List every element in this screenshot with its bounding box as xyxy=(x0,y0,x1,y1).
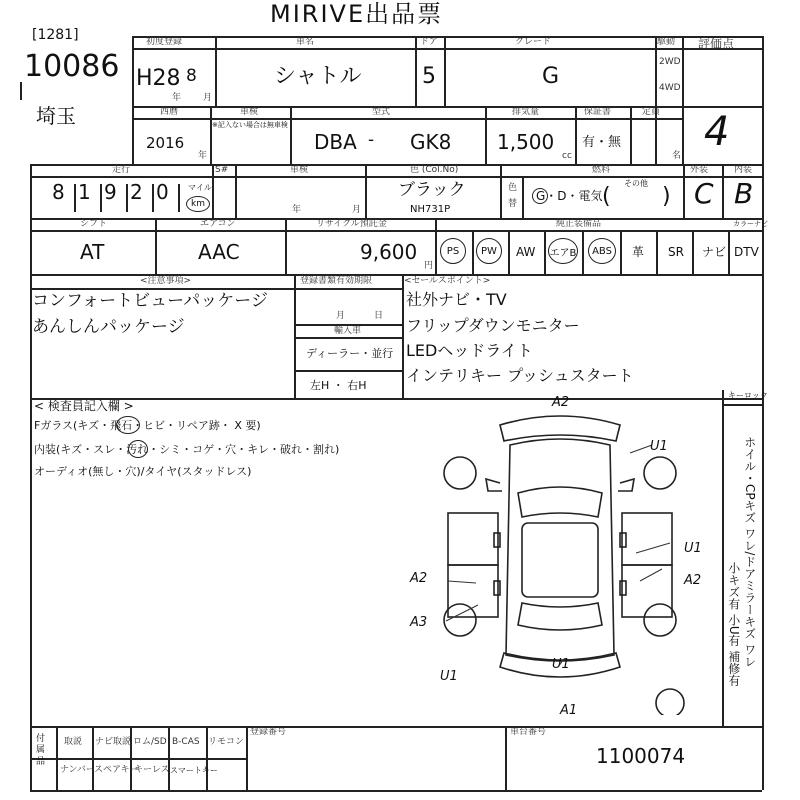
mileage-km: km xyxy=(191,199,205,209)
label-score: 評価点 xyxy=(698,37,735,51)
roof xyxy=(522,523,598,597)
side-note: ホイル・CPキズ ワレ/ドアミラーキズ ワレ xyxy=(742,436,757,668)
label-import: 輸入車 xyxy=(334,326,362,336)
capacity-unit: 名 xyxy=(672,151,682,161)
label-rom-sd: ロム/SD xyxy=(133,737,167,747)
mileage-digits xyxy=(52,182,182,202)
lot-code: [1281] xyxy=(32,27,79,43)
label-manual: 取説 xyxy=(64,737,83,747)
equip-navi: ナビ xyxy=(702,245,727,259)
equip-ps-label: PS xyxy=(446,245,460,257)
color-name: ブラック xyxy=(398,180,466,200)
lot-number: 10086 xyxy=(24,49,120,84)
label-navi-manual: ナビ取説 xyxy=(95,737,132,747)
registration-day: 日 xyxy=(374,311,384,321)
color-code: NH731P xyxy=(410,204,451,215)
mileage-digit: 0 xyxy=(156,180,169,204)
equip-pw-label: PW xyxy=(481,245,497,257)
glass-chip-circle xyxy=(116,416,140,434)
right-front-door xyxy=(622,513,672,565)
label-caution: <注意事項> xyxy=(140,276,192,286)
registration-month: 月 xyxy=(336,311,346,321)
shift-value: AT xyxy=(80,240,105,264)
damage-mark: U1 xyxy=(552,657,570,672)
spare-wheel xyxy=(656,689,684,715)
equip-sunroof: SR xyxy=(668,245,684,259)
label-model: 型式 xyxy=(372,107,391,117)
sales-point-item: LEDヘッドライト xyxy=(406,341,533,360)
fuel-paren-right: ) xyxy=(662,184,671,209)
equip-aw: AW xyxy=(516,245,536,259)
label-warranty: 保証書 xyxy=(584,107,612,117)
damage-mark: A1 xyxy=(560,703,578,718)
caution-item: コンフォートビューパッケージ xyxy=(32,291,268,311)
damage-mark: U1 xyxy=(440,669,458,684)
label-exterior: 外装 xyxy=(690,165,709,175)
label-doors: ドア xyxy=(420,37,438,47)
caution-item: あんしんパッケージ xyxy=(32,317,185,337)
inspection-note: ※記入ない場合は無車検 xyxy=(212,121,288,129)
wheel-front-right xyxy=(644,457,676,489)
damage-mark: U1 xyxy=(650,439,668,454)
mileage-km-circle xyxy=(186,196,210,212)
inspector-audio: オーディオ(無し・穴)/タイヤ(スタッドレス) xyxy=(34,465,252,478)
label-equipment: 純正装備品 xyxy=(556,219,602,229)
left-front-door xyxy=(448,513,498,565)
lot-region: 埼玉 xyxy=(36,104,76,128)
mileage-digit: 2 xyxy=(130,180,143,204)
wheel-front-left xyxy=(444,457,476,489)
front-bumper xyxy=(500,416,620,441)
mileage-digit: 9 xyxy=(104,180,117,204)
label-car-name: 車名 xyxy=(296,37,315,47)
model-code: GK8 xyxy=(410,130,452,154)
score-value: 4 xyxy=(704,109,730,155)
label-first-registration: 初度登録 xyxy=(146,37,183,47)
label-carnavi: カラーナビ xyxy=(733,220,768,228)
page-title: MIRIVE出品票 xyxy=(270,0,444,28)
label-mileage: 走行 xyxy=(112,165,131,175)
equip-abs xyxy=(588,238,616,264)
label-spare-key: スペアキー xyxy=(94,765,139,775)
left-rear-door xyxy=(448,565,498,617)
interior-dirt-circle xyxy=(128,440,148,458)
label-inspection: 車検 xyxy=(240,107,259,117)
windshield xyxy=(518,487,602,517)
inspector-glass: Fガラス(キズ・飛石・ヒビ・リペア跡・ X 要) xyxy=(34,419,261,432)
mileage-digit: 8 xyxy=(52,180,65,204)
drive-2wd: 2WD xyxy=(659,57,681,67)
drive-4wd: 4WD xyxy=(659,83,681,93)
year-month: 8 xyxy=(186,66,197,86)
model-dash: - xyxy=(368,130,375,150)
fuel-paren-left: ( xyxy=(602,184,611,209)
color-change-1: 色 xyxy=(508,183,518,193)
label-sales-point: <セールスポイント> xyxy=(404,276,491,286)
label-number-plate: ナンバー xyxy=(60,765,95,775)
exterior-grade: C xyxy=(694,177,714,210)
label-color: 色 (Col.No) xyxy=(410,165,459,175)
rear-window xyxy=(518,603,602,630)
label-shift: シフト xyxy=(80,219,108,229)
inspector-interior: 内装(キズ・スレ・汚れ・シミ・コゲ・穴・キレ・破れ・割れ) xyxy=(34,443,340,456)
recycle-value: 9,600 xyxy=(360,240,418,264)
sales-point-item: インテリキー プッシュスタート xyxy=(406,366,634,385)
equip-airbag xyxy=(548,238,578,264)
equip-leather: 革 xyxy=(632,245,645,259)
western-year: 2016 xyxy=(146,134,185,152)
inspection-year-unit: 年 xyxy=(292,205,302,215)
equip-abs-label: ABS xyxy=(592,245,612,257)
equipment-row xyxy=(436,232,762,274)
label-interior: 内装 xyxy=(734,165,753,175)
mileage-digit: 1 xyxy=(78,180,91,204)
equip-ps xyxy=(440,238,466,264)
fuel-options: G・D・電気 xyxy=(536,189,603,203)
recycle-yen: 円 xyxy=(424,261,434,271)
mileage-mile: マイル xyxy=(188,183,212,192)
label-smeter: S# xyxy=(215,165,229,175)
label-recycle: リサイクル預託金 xyxy=(316,219,387,229)
side-note: 小キズ有 小U有 補修有 xyxy=(726,562,741,687)
year-unit: 年 xyxy=(172,93,182,103)
equip-pw xyxy=(476,238,502,264)
door-count: 5 xyxy=(422,64,436,89)
aircon-value: AAC xyxy=(198,240,240,264)
damage-mark: U1 xyxy=(684,541,702,556)
car-name: シャトル xyxy=(274,64,362,89)
label-aircon: エアコン xyxy=(200,219,236,229)
year-era: H28 xyxy=(136,66,181,91)
grade-value: G xyxy=(542,64,560,89)
label-remote: リモコン xyxy=(208,737,245,747)
damage-mark: A2 xyxy=(684,573,702,588)
label-capacity: 定員 xyxy=(642,107,661,117)
label-smart-key: スマートキー xyxy=(170,766,218,775)
label-bcas: B-CAS xyxy=(172,737,200,747)
western-year-unit: 年 xyxy=(198,151,208,161)
interior-grade: B xyxy=(734,177,754,210)
steering-side: 左H ・ 右H xyxy=(310,379,367,392)
damage-mark: A3 xyxy=(410,615,428,630)
fuel-other: その他 xyxy=(624,179,648,188)
inspection-month-unit: 月 xyxy=(352,205,362,215)
label-registration-expiry: 登録書類有効期限 xyxy=(300,276,373,286)
color-change-2: 替 xyxy=(508,199,518,209)
label-registration-no: 登録番号 xyxy=(250,727,287,737)
label-western-year: 西暦 xyxy=(160,107,179,117)
sales-point-item: フリップダウンモニター xyxy=(406,316,580,335)
damage-mark: A2 xyxy=(410,571,428,586)
inspector-title: < 検査員記入欄 > xyxy=(34,399,134,413)
label-drive: 駆動 xyxy=(657,37,676,47)
chassis-number: 1100074 xyxy=(596,744,686,768)
wheel-rear-right xyxy=(644,604,676,636)
warranty-value: 有・無 xyxy=(582,135,622,150)
displacement-value: 1,500 xyxy=(497,130,555,154)
label-fuel: 燃料 xyxy=(592,165,611,175)
month-unit: 月 xyxy=(203,93,213,103)
model-prefix: DBA xyxy=(314,130,357,154)
label-inspection-date: 車検 xyxy=(290,165,309,175)
label-displacement: 排気量 xyxy=(512,107,540,117)
equip-airbag-label: エアB xyxy=(549,247,577,259)
label-keyless: キーレス xyxy=(134,765,170,775)
right-rear-door xyxy=(622,565,672,617)
label-grade: グレード xyxy=(515,37,552,47)
label-keylock: キーロック xyxy=(728,391,768,400)
label-chassis-no: 車台番号 xyxy=(510,727,547,737)
displacement-unit: cc xyxy=(562,151,572,161)
import-dealer: ディーラー・並行 xyxy=(306,347,394,360)
equip-dtv: DTV xyxy=(734,245,759,259)
label-accessories: 付属品 xyxy=(36,734,46,767)
damage-mark: A2 xyxy=(552,395,570,410)
sales-point-item: 社外ナビ・TV xyxy=(406,290,507,309)
